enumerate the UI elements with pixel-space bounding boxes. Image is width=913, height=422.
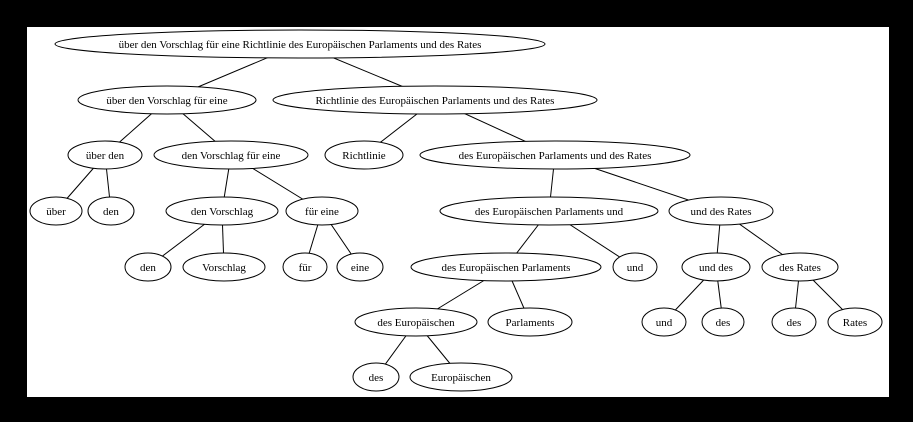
tree-node-label: den <box>140 262 156 274</box>
tree-node-label: über den Vorschlag für eine Richtlinie des Europäischen Parlaments und des Rates <box>118 39 482 51</box>
tree-node <box>125 253 171 281</box>
tree-node-label: und des <box>699 262 733 274</box>
tree-node-label: und <box>655 317 673 329</box>
tree-node <box>613 253 657 281</box>
tree-node <box>325 141 403 169</box>
tree-node-label: des Europäischen <box>377 317 455 329</box>
tree-node-label: und des Rates <box>690 206 752 218</box>
tree-node <box>183 253 265 281</box>
tree-node-label: den Vorschlag <box>190 206 254 218</box>
tree-node <box>283 253 327 281</box>
tree-node-label: über den <box>85 150 125 162</box>
tree-node-label: Richtlinie <box>342 150 386 162</box>
tree-node-label: Vorschlag <box>202 262 246 274</box>
tree-node <box>68 141 142 169</box>
tree-node-label: des <box>786 317 802 329</box>
tree-node <box>337 253 383 281</box>
tree-node <box>828 308 882 336</box>
tree-node-label: Parlaments <box>505 317 555 329</box>
tree-node-label: des Rates <box>779 262 821 274</box>
tree-node <box>30 197 82 225</box>
tree-node <box>762 253 838 281</box>
tree-node <box>88 197 134 225</box>
tree-node <box>642 308 686 336</box>
tree-node-label: über <box>46 206 66 218</box>
tree-node <box>55 30 545 58</box>
tree-node-label: Europäischen <box>431 372 491 384</box>
tree-node <box>353 363 399 391</box>
tree-node <box>669 197 773 225</box>
tree-node-label: über den Vorschlag für eine <box>106 95 228 107</box>
tree-node-label: des Europäischen Parlaments <box>441 262 571 274</box>
tree-node <box>702 308 744 336</box>
tree-node <box>154 141 308 169</box>
tree-node <box>410 363 512 391</box>
tree-node-label: eine <box>350 262 370 274</box>
tree-node <box>286 197 358 225</box>
tree-node-label: für eine <box>305 206 339 218</box>
tree-node <box>440 197 658 225</box>
tree-node <box>772 308 816 336</box>
tree-node-label: den <box>103 206 119 218</box>
tree-node <box>355 308 477 336</box>
tree-node-label: und <box>626 262 644 274</box>
tree-node <box>411 253 601 281</box>
tree-node-label: des Europäischen Parlaments und <box>474 206 624 218</box>
tree-node <box>682 253 750 281</box>
tree-node-label: den Vorschlag für eine <box>181 150 281 162</box>
tree-node-label: Richtlinie des Europäischen Parlaments und des Rates <box>315 95 555 107</box>
tree-node-label: des <box>715 317 731 329</box>
tree-node <box>166 197 278 225</box>
tree-node <box>488 308 572 336</box>
tree-node <box>273 86 597 114</box>
tree-node <box>78 86 256 114</box>
tree-node-label: Rates <box>842 317 868 329</box>
tree-node-label: des <box>368 372 384 384</box>
tree-node-label: für <box>298 262 312 274</box>
tree-node-label: des Europäischen Parlaments und des Rates <box>458 150 652 162</box>
tree-node <box>420 141 690 169</box>
